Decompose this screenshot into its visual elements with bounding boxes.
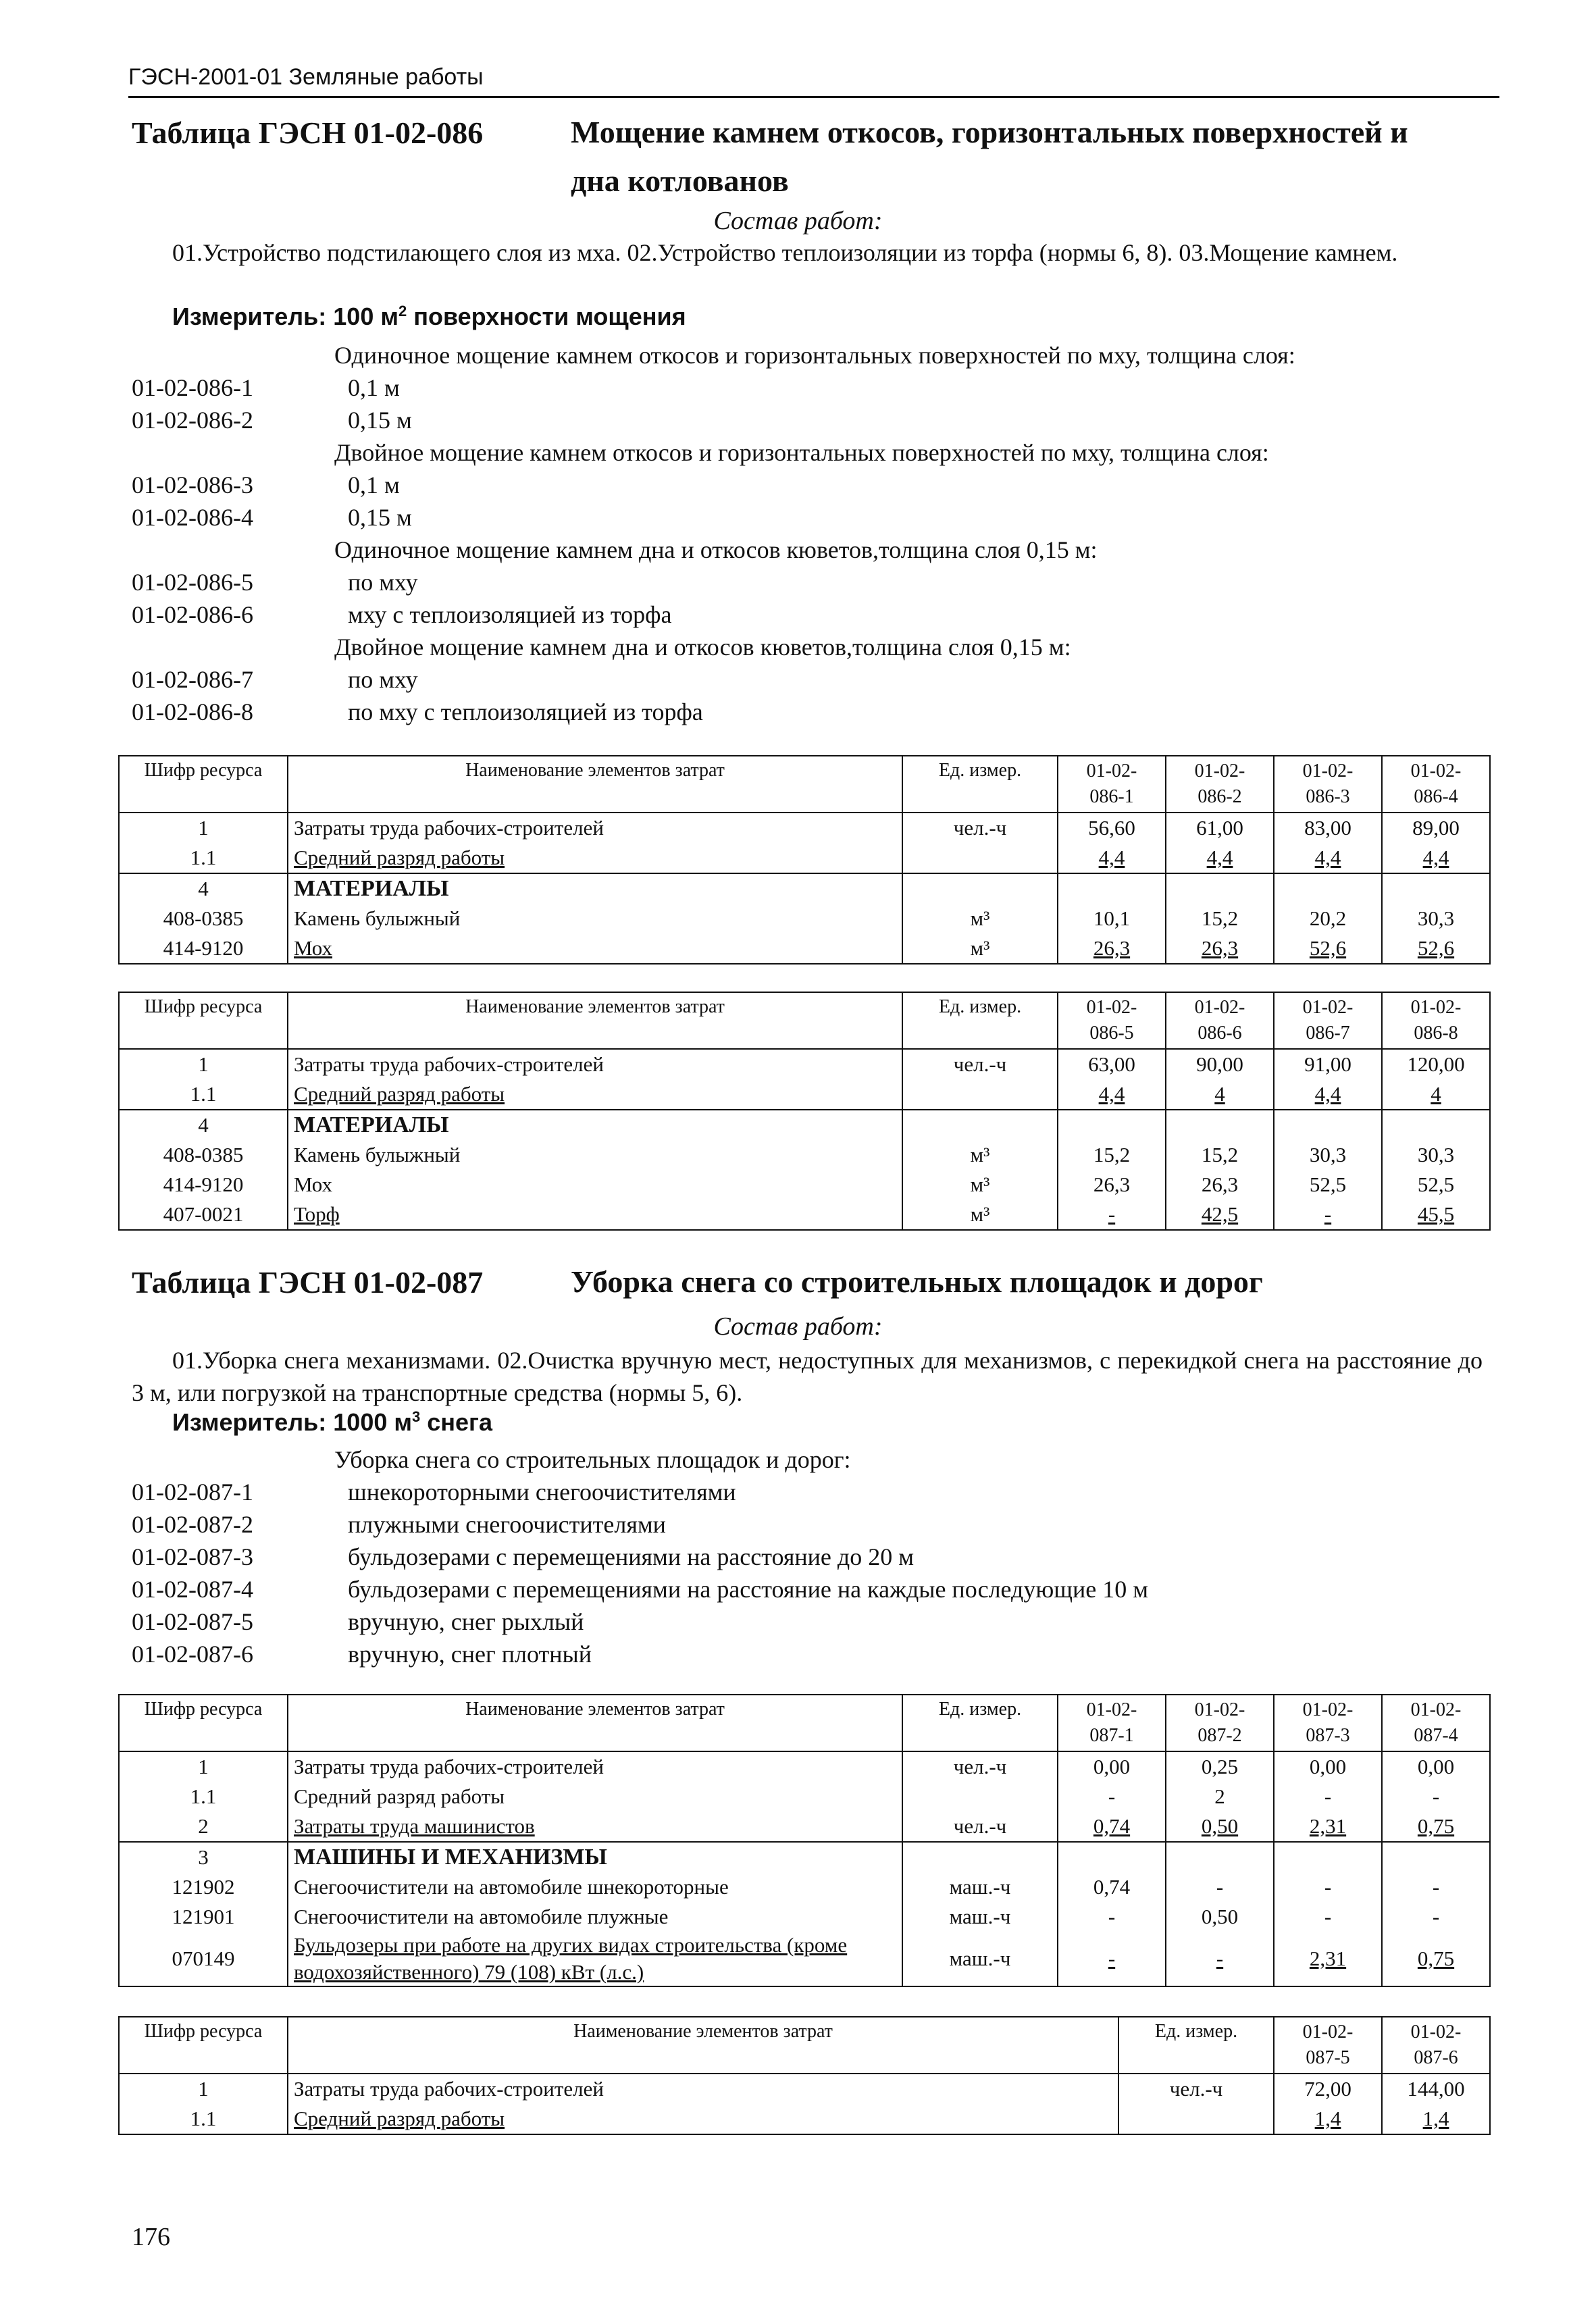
- norm-name: 0,1 м: [348, 471, 400, 498]
- cell-value: [1058, 1110, 1166, 1140]
- table-header-row: [119, 756, 1490, 813]
- cell-resource-name: Бульдозеры при работе на других видах строительства (кроме водохозяйственного) 79 (108) кВт (л.с.): [288, 1932, 902, 1986]
- norm-code: 01-02-087-1: [132, 1479, 253, 1506]
- header-norm-column: 01-02- 086-1: [1058, 756, 1166, 813]
- cell-unit: [902, 873, 1058, 904]
- norm-name: шнекороторными снегоочистителями: [348, 1479, 736, 1506]
- cell-resource-code: 2: [119, 1811, 288, 1842]
- cell-value: [1382, 1110, 1490, 1140]
- table-row: [119, 843, 1490, 873]
- cell-value: 61,00: [1166, 813, 1274, 843]
- cell-value: 0,25: [1166, 1751, 1274, 1782]
- cell-value: -: [1382, 1872, 1490, 1902]
- cell-resource-name: Затраты труда рабочих-строителей: [288, 1751, 902, 1782]
- table-row: [119, 1079, 1490, 1110]
- work-composition-title-086: Состав работ:: [713, 207, 883, 235]
- header-unit: Ед. измер.: [902, 992, 1058, 1049]
- norm-086-norm-item: [132, 665, 1483, 698]
- cell-resource-name: Средний разряд работы: [288, 843, 902, 873]
- norm-086-norm-item: [132, 698, 1483, 730]
- norm-code: 01-02-087-5: [132, 1608, 253, 1635]
- cell-resource-code: 070149: [119, 1932, 288, 1986]
- cell-unit: маш.-ч: [902, 1872, 1058, 1902]
- table-row: [119, 933, 1490, 964]
- running-header: ГЭСН-2001-01 Земляные работы: [128, 64, 1499, 98]
- cell-value: 0,75: [1382, 1932, 1490, 1986]
- header-norm-column: 01-02- 087-2: [1166, 1695, 1274, 1751]
- cell-resource-code: 407-0021: [119, 1200, 288, 1230]
- cell-resource-name: Средний разряд работы: [288, 1782, 902, 1811]
- cell-resource-name: Затраты труда рабочих-строителей: [288, 813, 902, 843]
- norm-code: 01-02-086-6: [132, 601, 253, 628]
- cell-resource-name: Средний разряд работы: [288, 1079, 902, 1110]
- norm-code: 01-02-087-2: [132, 1511, 253, 1538]
- norm-code: 01-02-086-3: [132, 471, 253, 498]
- cell-value: 4,4: [1166, 843, 1274, 873]
- cell-value: [1058, 873, 1166, 904]
- cell-value: -: [1058, 1902, 1166, 1932]
- cell-value: 63,00: [1058, 1049, 1166, 1079]
- cell-value: 56,60: [1058, 813, 1166, 843]
- norm-087-norm-item: [132, 1478, 1483, 1510]
- cell-value: 0,00: [1274, 1751, 1382, 1782]
- header-unit: Ед. измер.: [902, 1695, 1058, 1751]
- header-norm-column: 01-02- 086-7: [1274, 992, 1382, 1049]
- cell-resource-code: 1.1: [119, 843, 288, 873]
- cell-resource-name: Затраты труда рабочих-строителей: [288, 1049, 902, 1079]
- table-header-row: [119, 2017, 1490, 2074]
- table-086-title-line-2: дна котлованов: [571, 163, 789, 198]
- cell-value: 0,50: [1166, 1811, 1274, 1842]
- norm-code: 01-02-086-4: [132, 504, 253, 531]
- cell-value: 20,2: [1274, 904, 1382, 933]
- cell-unit: чел.-ч: [902, 813, 1058, 843]
- cell-resource-name: Мох: [288, 1170, 902, 1200]
- cell-resource-code: 1.1: [119, 1079, 288, 1110]
- table-row: [119, 1110, 1490, 1140]
- cell-value: -: [1058, 1932, 1166, 1986]
- table-header-row: [119, 992, 1490, 1049]
- cell-value: 45,5: [1382, 1200, 1490, 1230]
- cell-resource-name: МАТЕРИАЛЫ: [288, 873, 902, 904]
- cell-value: -: [1058, 1200, 1166, 1230]
- norm-code: 01-02-086-8: [132, 698, 253, 725]
- table-row: [119, 1902, 1490, 1932]
- cell-value: 26,3: [1058, 933, 1166, 964]
- cell-value: -: [1382, 1902, 1490, 1932]
- norm-087-norm-item: [132, 1575, 1483, 1608]
- cell-resource-code: 414-9120: [119, 1170, 288, 1200]
- cell-resource-name: Затраты труда машинистов: [288, 1811, 902, 1842]
- table-row: [119, 904, 1490, 933]
- cell-value: 2,31: [1274, 1811, 1382, 1842]
- cell-value: 89,00: [1382, 813, 1490, 843]
- cell-unit: м³: [902, 1200, 1058, 1230]
- cell-unit: м³: [902, 904, 1058, 933]
- norm-code: 01-02-086-7: [132, 666, 253, 693]
- norm-code: 01-02-087-4: [132, 1576, 253, 1603]
- header-code: Шифр ресурса: [119, 756, 288, 813]
- resource-table-087-b: [118, 2016, 1491, 2135]
- table-row: [119, 813, 1490, 843]
- resource-table-087-a: [118, 1694, 1491, 1987]
- cell-resource-code: 408-0385: [119, 1140, 288, 1170]
- cell-resource-name: Камень булыжный: [288, 904, 902, 933]
- cell-value: -: [1274, 1782, 1382, 1811]
- cell-value: 15,2: [1058, 1140, 1166, 1170]
- cell-value: 26,3: [1166, 933, 1274, 964]
- cell-resource-code: 121902: [119, 1872, 288, 1902]
- cell-value: 30,3: [1382, 1140, 1490, 1170]
- norm-086-group-heading: Двойное мощение камнем дна и откосов кюветов,толщина слоя 0,15 м:: [334, 634, 1071, 661]
- cell-resource-name: Торф: [288, 1200, 902, 1230]
- cell-resource-name: Затраты труда рабочих-строителей: [288, 2074, 1118, 2104]
- cell-value: 42,5: [1166, 1200, 1274, 1230]
- cell-unit: чел.-ч: [902, 1751, 1058, 1782]
- table-row: [119, 1049, 1490, 1079]
- cell-value: [1166, 873, 1274, 904]
- table-086-title: [571, 108, 1503, 205]
- header-norm-column: 01-02- 087-1: [1058, 1695, 1166, 1751]
- cell-unit: [902, 843, 1058, 873]
- header-norm-column: 01-02- 086-6: [1166, 992, 1274, 1049]
- cell-unit: чел.-ч: [902, 1049, 1058, 1079]
- cell-resource-name: Мох: [288, 933, 902, 964]
- header-norm-column: 01-02- 087-5: [1274, 2017, 1382, 2074]
- cell-unit: м³: [902, 1170, 1058, 1200]
- norm-name: по мху: [348, 569, 418, 596]
- cell-resource-code: 1.1: [119, 1782, 288, 1811]
- norm-code: 01-02-087-6: [132, 1641, 253, 1668]
- norm-087-norm-item: [132, 1608, 1483, 1640]
- cell-value: 26,3: [1058, 1170, 1166, 1200]
- table-row: [119, 1842, 1490, 1872]
- cell-value: [1274, 873, 1382, 904]
- table-row: [119, 2074, 1490, 2104]
- norm-code: 01-02-086-2: [132, 407, 253, 434]
- measure-086: Измеритель: 100 $м^2$ поверхности мощения: [172, 303, 686, 330]
- table-row: [119, 1782, 1490, 1811]
- header-norm-column: 01-02- 086-5: [1058, 992, 1166, 1049]
- header-name: Наименование элементов затрат: [288, 992, 902, 1049]
- table-row: [119, 1932, 1490, 1986]
- norm-name: 0,1 м: [348, 374, 400, 401]
- cell-resource-code: 4: [119, 1110, 288, 1140]
- header-norm-column: 01-02- 086-8: [1382, 992, 1490, 1049]
- cell-value: 83,00: [1274, 813, 1382, 843]
- cell-value: 4: [1382, 1079, 1490, 1110]
- cell-value: -: [1058, 1782, 1166, 1811]
- table-header-row: [119, 1695, 1490, 1751]
- cell-resource-code: 1: [119, 1049, 288, 1079]
- norm-code: 01-02-086-1: [132, 374, 253, 401]
- cell-unit: маш.-ч: [902, 1932, 1058, 1986]
- cell-resource-name: Средний разряд работы: [288, 2104, 1118, 2134]
- norm-name: 0,15 м: [348, 407, 412, 434]
- cell-resource-code: 408-0385: [119, 904, 288, 933]
- header-norm-column: 01-02- 086-4: [1382, 756, 1490, 813]
- measure-087: Измеритель: 1000 $м^3$ снега: [172, 1408, 493, 1436]
- header-norm-column: 01-02- 087-3: [1274, 1695, 1382, 1751]
- norm-086-norm-item: [132, 471, 1483, 503]
- cell-value: 91,00: [1274, 1049, 1382, 1079]
- header-norm-column: 01-02- 087-4: [1382, 1695, 1490, 1751]
- cell-value: -: [1382, 1782, 1490, 1811]
- cell-resource-code: 1: [119, 2074, 288, 2104]
- resource-table-086-b: [118, 992, 1491, 1231]
- cell-resource-name: Снегоочистители на автомобиле плужные: [288, 1902, 902, 1932]
- cell-value: 2: [1166, 1782, 1274, 1811]
- header-norm-column: 01-02- 086-2: [1166, 756, 1274, 813]
- cell-value: 0,75: [1382, 1811, 1490, 1842]
- norm-086-group-heading: Двойное мощение камнем откосов и горизонтальных поверхностей по мху, толщина слоя:: [334, 439, 1269, 466]
- cell-resource-name: МАШИНЫ И МЕХАНИЗМЫ: [288, 1842, 902, 1872]
- norm-086-norm-item: [132, 600, 1483, 633]
- table-086-label: Таблица ГЭСН 01-02-086: [132, 115, 484, 150]
- norm-086-group-heading: Одиночное мощение камнем откосов и горизонтальных поверхностей по мху, толщина слоя:: [334, 342, 1295, 369]
- work-composition-text-087: 01.Уборка снега механизмами. 02.Очистка вручную мест, недоступных для механизмов, с перекидкой снега на расстояние до 3 м, или погрузкой на транспортные средства (нормы 5, 6).: [132, 1347, 1483, 1406]
- cell-value: -: [1274, 1872, 1382, 1902]
- norm-name: 0,15 м: [348, 504, 412, 531]
- table-row: [119, 1140, 1490, 1170]
- cell-value: 30,3: [1382, 904, 1490, 933]
- table-087-title: Уборка снега со строительных площадок и дорог: [571, 1264, 1263, 1299]
- cell-value: [1382, 873, 1490, 904]
- cell-unit: м³: [902, 1140, 1058, 1170]
- cell-resource-code: 414-9120: [119, 933, 288, 964]
- cell-value: [1166, 1842, 1274, 1872]
- header-name: Наименование элементов затрат: [288, 1695, 902, 1751]
- cell-value: 0,00: [1382, 1751, 1490, 1782]
- work-composition-title-087: Состав работ:: [713, 1312, 883, 1341]
- cell-value: -: [1166, 1932, 1274, 1986]
- work-composition-text-086: 01.Устройство подстилающего слоя из мха. 02.Устройство теплоизоляции из торфа (нормы 6, 8). 03.Мощение камнем.: [172, 239, 1398, 266]
- cell-value: -: [1274, 1902, 1382, 1932]
- cell-value: 4: [1166, 1079, 1274, 1110]
- table-row: [119, 2104, 1490, 2134]
- norm-name: по мху: [348, 666, 418, 693]
- norm-086-norm-item: [132, 374, 1483, 406]
- cell-unit: [902, 1782, 1058, 1811]
- cell-resource-code: 1: [119, 813, 288, 843]
- norm-086-norm-item: [132, 406, 1483, 438]
- cell-unit: м³: [902, 933, 1058, 964]
- cell-value: [1274, 1842, 1382, 1872]
- cell-value: 0,50: [1166, 1902, 1274, 1932]
- header-code: Шифр ресурса: [119, 1695, 288, 1751]
- cell-value: 4,4: [1274, 1079, 1382, 1110]
- resource-table-086-a: [118, 755, 1491, 965]
- cell-value: 144,00: [1382, 2074, 1490, 2104]
- cell-resource-code: 121901: [119, 1902, 288, 1932]
- header-code: Шифр ресурса: [119, 2017, 288, 2074]
- header-unit: Ед. измер.: [902, 756, 1058, 813]
- cell-value: [1274, 1110, 1382, 1140]
- cell-resource-name: Камень булыжный: [288, 1140, 902, 1170]
- cell-value: 90,00: [1166, 1049, 1274, 1079]
- cell-unit: [902, 1079, 1058, 1110]
- cell-resource-name: Снегоочистители на автомобиле шнекороторные: [288, 1872, 902, 1902]
- cell-unit: маш.-ч: [902, 1902, 1058, 1932]
- cell-resource-code: 3: [119, 1842, 288, 1872]
- cell-value: 72,00: [1274, 2074, 1382, 2104]
- cell-value: 52,5: [1274, 1170, 1382, 1200]
- norm-087-norm-item: [132, 1640, 1483, 1672]
- norm-087-group-heading: Уборка снега со строительных площадок и дорог:: [334, 1446, 851, 1473]
- table-row: [119, 1751, 1490, 1782]
- cell-resource-code: 1: [119, 1751, 288, 1782]
- cell-unit: [1118, 2104, 1274, 2134]
- norm-name: вручную, снег плотный: [348, 1641, 592, 1668]
- cell-value: 0,74: [1058, 1872, 1166, 1902]
- norm-name: вручную, снег рыхлый: [348, 1608, 584, 1635]
- cell-value: [1166, 1110, 1274, 1140]
- norm-name: бульдозерами с перемещениями на расстояние на каждые последующие 10 м: [348, 1576, 1148, 1603]
- cell-value: 52,6: [1274, 933, 1382, 964]
- page-number: 176: [132, 2223, 170, 2251]
- cell-value: 1,4: [1382, 2104, 1490, 2134]
- table-row: [119, 873, 1490, 904]
- table-row: [119, 1811, 1490, 1842]
- header-code: Шифр ресурса: [119, 992, 288, 1049]
- norm-name: плужными снегоочистителями: [348, 1511, 666, 1538]
- cell-value: 10,1: [1058, 904, 1166, 933]
- cell-value: 2,31: [1274, 1932, 1382, 1986]
- cell-value: 4,4: [1382, 843, 1490, 873]
- cell-unit: чел.-ч: [1118, 2074, 1274, 2104]
- norm-086-norm-item: [132, 503, 1483, 536]
- cell-resource-code: 4: [119, 873, 288, 904]
- table-row: [119, 1200, 1490, 1230]
- cell-resource-code: 1.1: [119, 2104, 288, 2134]
- header-norm-column: 01-02- 087-6: [1382, 2017, 1490, 2074]
- norm-087-norm-item: [132, 1510, 1483, 1543]
- table-row: [119, 1872, 1490, 1902]
- norm-code: 01-02-087-3: [132, 1543, 253, 1570]
- table-row: [119, 1170, 1490, 1200]
- cell-resource-name: МАТЕРИАЛЫ: [288, 1110, 902, 1140]
- cell-value: 15,2: [1166, 904, 1274, 933]
- header-norm-column: 01-02- 086-3: [1274, 756, 1382, 813]
- cell-value: 4,4: [1058, 843, 1166, 873]
- cell-value: 52,5: [1382, 1170, 1490, 1200]
- norm-code: 01-02-086-5: [132, 569, 253, 596]
- cell-unit: [902, 1842, 1058, 1872]
- cell-value: [1058, 1842, 1166, 1872]
- norm-086-group-heading: Одиночное мощение камнем дна и откосов кюветов,толщина слоя 0,15 м:: [334, 536, 1098, 563]
- cell-value: 15,2: [1166, 1140, 1274, 1170]
- cell-value: 4,4: [1274, 843, 1382, 873]
- norm-086-norm-item: [132, 568, 1483, 600]
- cell-unit: [902, 1110, 1058, 1140]
- norm-087-norm-item: [132, 1543, 1483, 1575]
- norm-name: по мху с теплоизоляцией из торфа: [348, 698, 703, 725]
- cell-value: 0,00: [1058, 1751, 1166, 1782]
- cell-value: 120,00: [1382, 1049, 1490, 1079]
- table-087-label: Таблица ГЭСН 01-02-087: [132, 1265, 484, 1300]
- cell-value: 30,3: [1274, 1140, 1382, 1170]
- header-unit: Ед. измер.: [1118, 2017, 1274, 2074]
- cell-value: 52,6: [1382, 933, 1490, 964]
- cell-value: 26,3: [1166, 1170, 1274, 1200]
- cell-value: -: [1166, 1872, 1274, 1902]
- cell-unit: чел.-ч: [902, 1811, 1058, 1842]
- cell-value: 4,4: [1058, 1079, 1166, 1110]
- header-name: Наименование элементов затрат: [288, 2017, 1118, 2074]
- norm-name: мху с теплоизоляцией из торфа: [348, 601, 672, 628]
- table-086-title-line-1: Мощение камнем откосов, горизонтальных поверхностей и: [571, 115, 1408, 149]
- cell-value: 0,74: [1058, 1811, 1166, 1842]
- norm-name: бульдозерами с перемещениями на расстояние до 20 м: [348, 1543, 915, 1570]
- cell-value: [1382, 1842, 1490, 1872]
- cell-value: -: [1274, 1200, 1382, 1230]
- header-name: Наименование элементов затрат: [288, 756, 902, 813]
- cell-value: 1,4: [1274, 2104, 1382, 2134]
